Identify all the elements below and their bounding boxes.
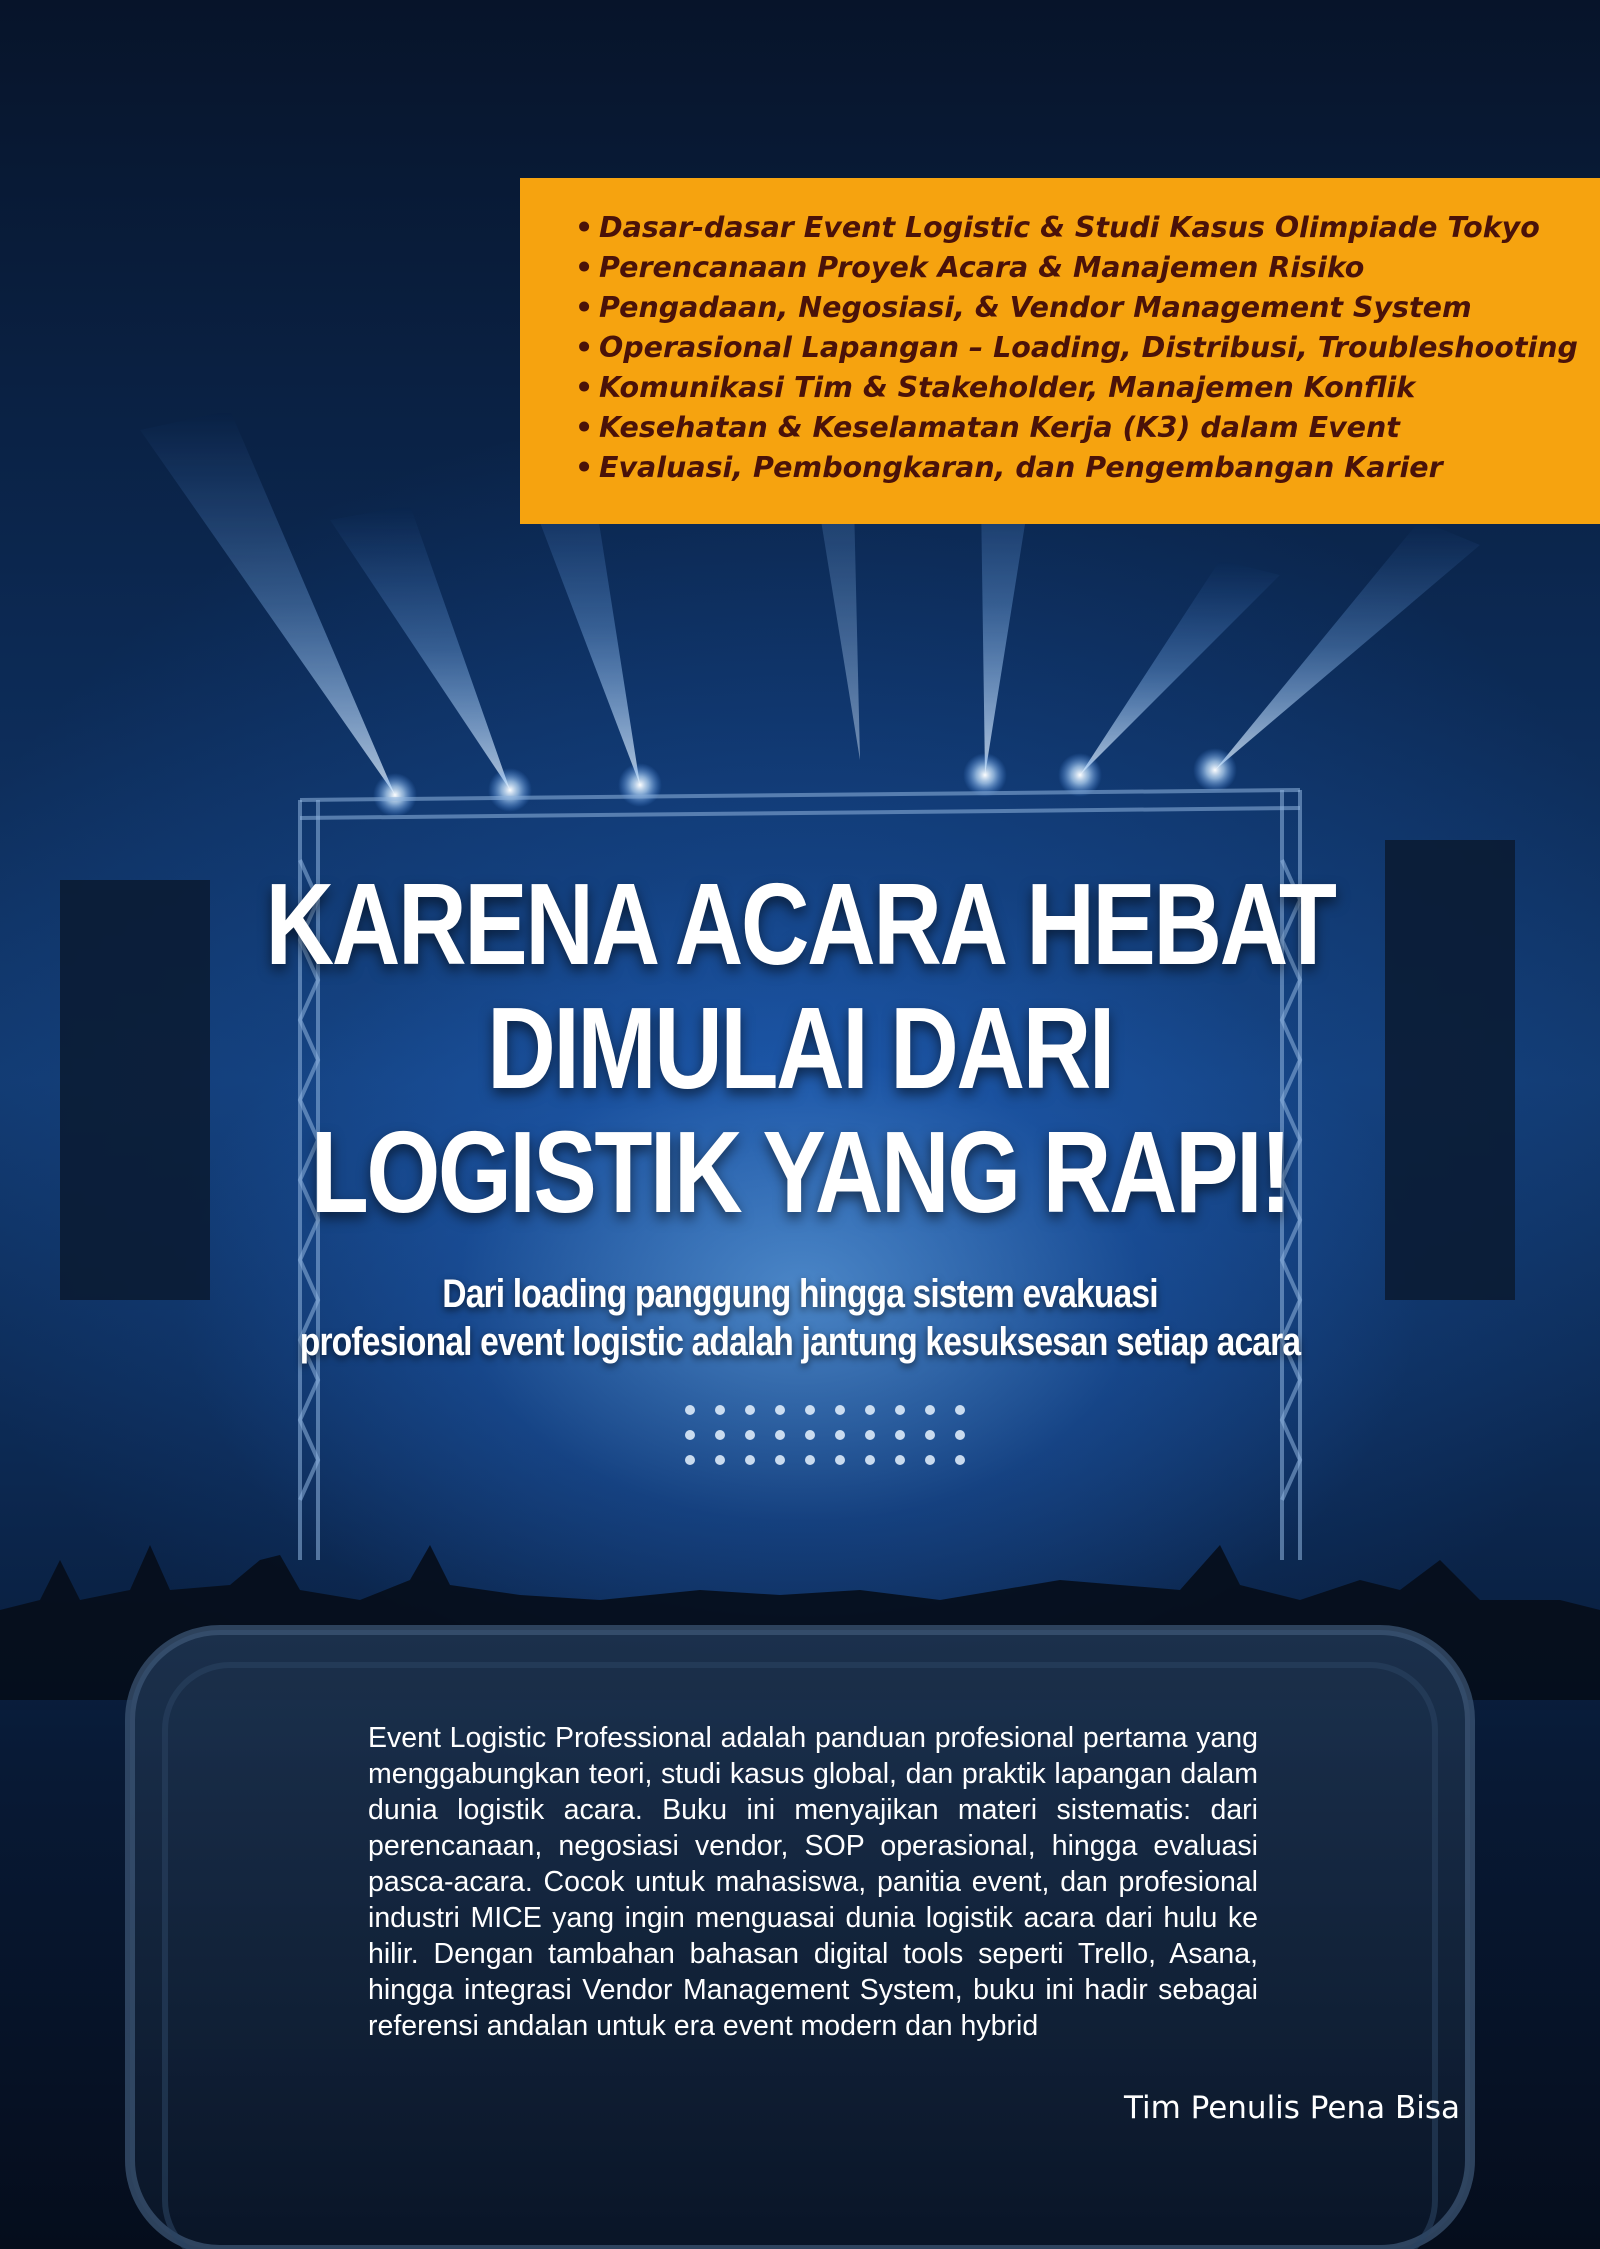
headline-line: KARENA ACARA HEBAT bbox=[265, 859, 1335, 989]
subheadline-line: profesional event logistic adalah jantung kesuksesan setiap acara bbox=[299, 1320, 1301, 1364]
bullet: • bbox=[575, 371, 594, 404]
bullet: • bbox=[575, 251, 594, 284]
headline-line: DIMULAI DARI bbox=[487, 983, 1113, 1113]
bullet: • bbox=[575, 291, 594, 324]
headline-line: LOGISTIK YANG RAPI! bbox=[310, 1107, 1290, 1237]
topic-item: • Kesehatan & Keselamatan Kerja (K3) dalam Event bbox=[575, 408, 1578, 448]
bullet: • bbox=[575, 451, 594, 484]
topic-item: • Dasar-dasar Event Logistic & Studi Kasus Olimpiade Tokyo bbox=[575, 208, 1578, 248]
bullet: • bbox=[575, 211, 594, 244]
subheadline-line: Dari loading panggung hingga sistem evakuasi bbox=[442, 1272, 1158, 1316]
topic-item: • Komunikasi Tim & Stakeholder, Manajemen Konflik bbox=[575, 368, 1578, 408]
topic-item: • Pengadaan, Negosiasi, & Vendor Management System bbox=[575, 288, 1578, 328]
top-light-glow bbox=[720, 0, 1040, 60]
led-dots bbox=[685, 1405, 965, 1465]
author-credit: Tim Penulis Pena Bisa bbox=[1123, 2090, 1460, 2126]
bullet: • bbox=[575, 411, 594, 444]
subheadline bbox=[0, 1270, 1600, 1366]
stage-lights bbox=[373, 748, 1237, 817]
topic-item: • Evaluasi, Pembongkaran, dan Pengembangan Karier bbox=[575, 448, 1578, 488]
bullet: • bbox=[575, 331, 594, 364]
headline bbox=[0, 859, 1600, 1237]
topics-list bbox=[575, 208, 1578, 488]
book-description: Event Logistic Professional adalah panduan profesional pertama yang menggabungkan teori, studi kasus global, dan praktik lapangan dalam dunia logistik acara. Buku ini menyajikan materi sistematis: dari perencanaan, negosiasi vendor, SOP operasional, hingga evaluasi pasca-acara. Cocok untuk mahasiswa, panitia event, dan profesional industri MICE yang ingin menguasai dunia logistik acara dari hulu ke hilir. Dengan tambahan bahasan digital tools seperti Trello, Asana, hingga integrasi Vendor Management System, buku ini hadir sebagai referensi andalan untuk era event modern dan hybrid bbox=[368, 1722, 1258, 2042]
topic-item: • Operasional Lapangan – Loading, Distribusi, Troubleshooting bbox=[575, 328, 1578, 368]
topic-item: • Perencanaan Proyek Acara & Manajemen Risiko bbox=[575, 248, 1578, 288]
